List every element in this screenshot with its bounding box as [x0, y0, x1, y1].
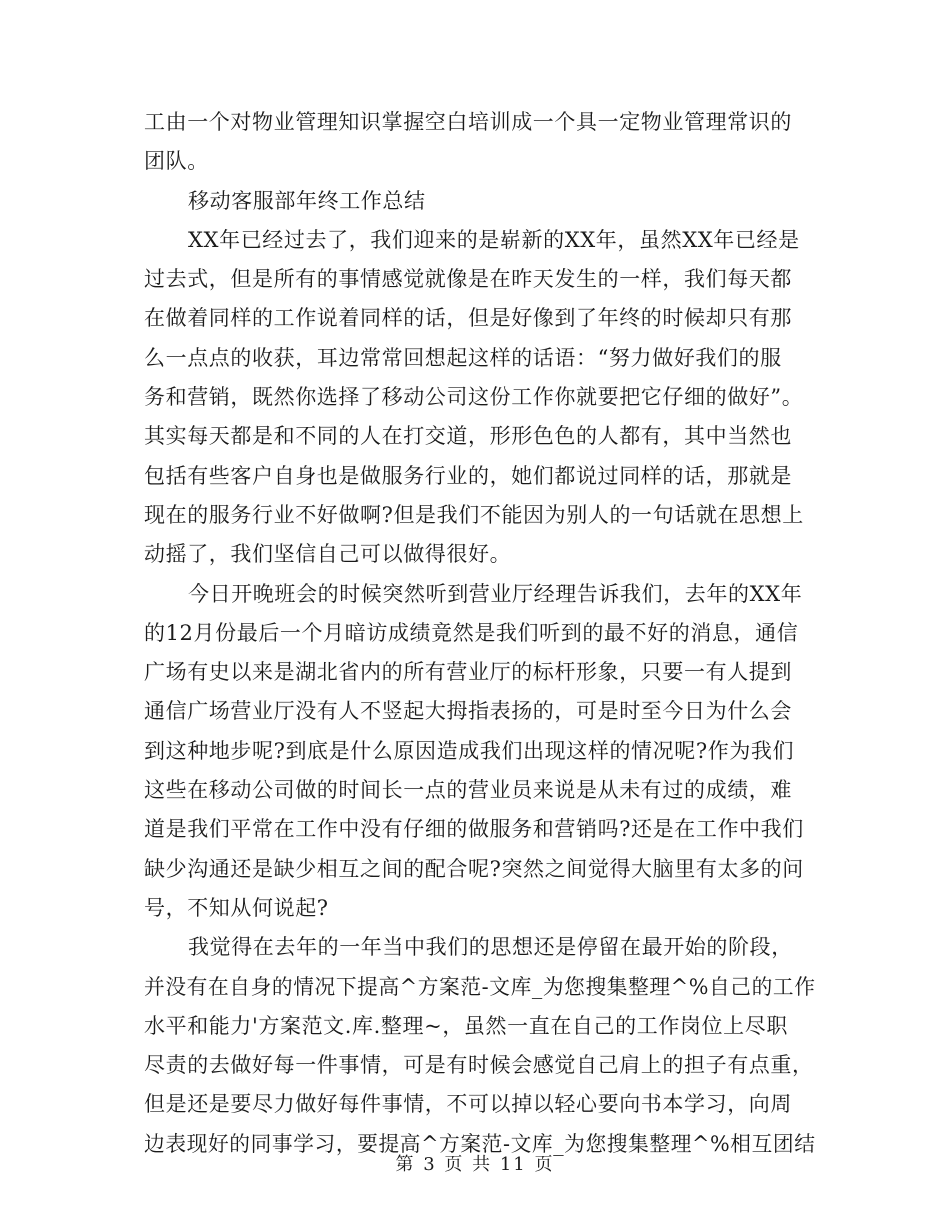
text-line: 缺少沟通还是缺少相互之间的配合呢?突然之间觉得大脑里有太多的问	[144, 856, 804, 881]
text-line: 尽责的去做好每一件事情，可是有时候会感觉自己肩上的担子有点重，	[144, 1053, 814, 1078]
text-line: 在做着同样的工作说着同样的话，但是好像到了年终的时候却只有那	[144, 306, 792, 331]
text-line: 其实每天都是和不同的人在打交道，形形色色的人都有，其中当然也	[144, 424, 792, 449]
text-line: 边表现好的同事学习，要提高^方案范-文库_为您搜集整理^%相互团结	[144, 1131, 816, 1156]
text-line: 现在的服务行业不好做啊?但是我们不能因为别人的一句话就在思想上	[144, 502, 804, 527]
text-line: 并没有在自身的情况下提高^方案范-文库_为您搜集整理^%自己的工作	[144, 974, 816, 999]
text-line: 今日开晚班会的时候突然听到营业厅经理告诉我们，去年的XX年	[188, 581, 803, 606]
text-line: 道是我们平常在工作中没有仔细的做服务和营销吗?还是在工作中我们	[144, 817, 804, 842]
text-line: 的12月份最后一个月暗访成绩竟然是我们听到的最不好的消息，通信	[144, 620, 799, 645]
text-line: 么一点点的收获，耳边常常回想起这样的话语：“努力做好我们的服	[144, 345, 782, 370]
text-line: 到这种地步呢?到底是什么原因造成我们出现这样的情况呢?作为我们	[144, 738, 795, 763]
text-line: 工由一个对物业管理知识掌握空白培训成一个具一定物业管理常识的	[144, 110, 792, 134]
text-line: 包括有些客户自身也是做服务行业的，她们都说过同样的话，那就是	[144, 463, 792, 488]
text-line: 水平和能力'方案范文.库.整理~，虽然一直在自己的工作岗位上尽职	[144, 1013, 788, 1038]
text-line: 移动客服部年终工作总结	[188, 188, 426, 213]
text-line: 但是还是要尽力做好每件事情，不可以掉以轻心要向书本学习，向周	[144, 1092, 792, 1117]
text-line: 务和营销，既然你选择了移动公司这份工作你就要把它仔细的做好”。	[144, 385, 804, 410]
page-number-footer: 第 3 页 共 11 页	[395, 1154, 555, 1175]
document-body	[144, 103, 816, 1164]
text-line: 广场有史以来是湖北省内的所有营业厅的标杆形象，只要一有人提到	[144, 660, 792, 685]
text-line: 我觉得在去年的一年当中我们的思想还是停留在最开始的阶段，	[188, 935, 793, 960]
text-line: 号，不知从何说起?	[144, 895, 329, 920]
text-line: XX年已经过去了，我们迎来的是崭新的XX年，虽然XX年已经是	[188, 227, 800, 252]
text-line: 动摇了，我们坚信自己可以做得很好。	[144, 542, 512, 567]
text-line: 团队。	[144, 149, 209, 174]
text-line: 这些在移动公司做的时间长一点的营业员来说是从未有过的成绩，难	[144, 778, 792, 803]
text-line: 通信广场营业厅没有人不竖起大拇指表扬的，可是时至今日为什么会	[144, 699, 792, 724]
text-line: 过去式，但是所有的事情感觉就像是在昨天发生的一样，我们每天都	[144, 267, 792, 292]
